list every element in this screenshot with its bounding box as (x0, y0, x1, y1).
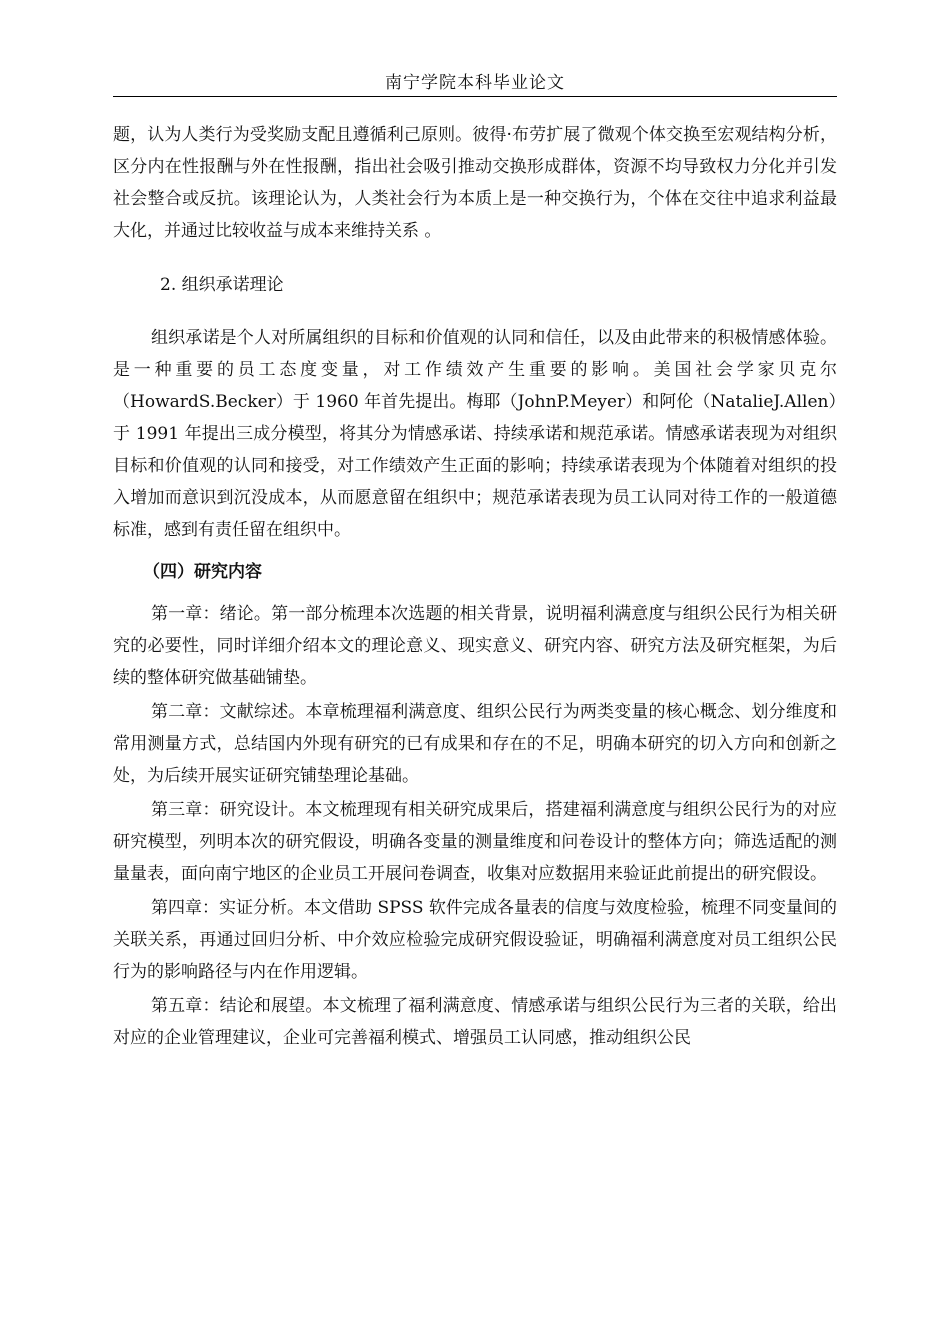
paragraph-chapter-2: 第二章：文献综述。本章梳理福利满意度、组织公民行为两类变量的核心概念、划分维度和常用测量方式，总结国内外现有研究的已有成果和存在的不足，明确本研究的切入方向和创新之处，为后续开展实证研究铺垫理论基础。 (113, 702, 837, 786)
running-header: 南宁学院本科毕业论文 (385, 73, 565, 93)
paragraph-chapter-1: 第一章：绪论。第一部分梳理本次选题的相关背景，说明福利满意度与组织公民行为相关研究的必要性，同时详细介绍本文的理论意义、现实意义、研究内容、研究方法及研究框架，为后续的整体研究做基础铺垫。 (113, 604, 837, 688)
paragraph-continued: 题，认为人类行为受奖励支配且遵循利己原则。彼得·布劳扩展了微观个体交换至宏观结构分析，区分内在性报酬与外在性报酬，指出社会吸引推动交换形成群体，资源不均导致权力分化并引发社会整合或反抗。该理论认为，人类社会行为本质上是一种交换行为，个体在交往中追求利益最大化，并通过比较收益与成本来维持关系 。 (113, 125, 837, 241)
paragraph-chapter-4: 第四章：实证分析。本文借助 SPSS 软件完成各量表的信度与效度检验，梳理不同变量间的关联关系，再通过回归分析、中介效应检验完成研究假设验证，明确福利满意度对员工组织公民行为的影响路径与内在作用逻辑。 (113, 898, 837, 982)
header-rule (113, 96, 837, 97)
paragraph-chapter-3: 第三章：研究设计。本文梳理现有相关研究成果后，搭建福利满意度与组织公民行为的对应研究模型，列明本次的研究假设，明确各变量的测量维度和问卷设计的整体方向；筛选适配的测量量表，面向南宁地区的企业员工开展问卷调查，收集对应数据用来验证此前提出的研究假设。 (113, 800, 837, 884)
subheading-organizational-commitment: 2. 组织承诺理论 (160, 275, 284, 295)
page-body (113, 119, 837, 1054)
paragraph-chapter-5: 第五章：结论和展望。本文梳理了福利满意度、情感承诺与组织公民行为三者的关联，给出对应的企业管理建议，企业可完善福利模式、增强员工认同感，推动组织公民 (113, 996, 837, 1048)
section-heading-research-content: （四）研究内容 (143, 562, 262, 582)
paragraph-organizational-commitment: 组织承诺是个人对所属组织的目标和价值观的认同和信任，以及由此带来的积极情感体验。是一种重要的员工态度变量，对工作绩效产生重要的影响。美国社会学家贝克尔（HowardS.Becker）于 1960 年首先提出。梅耶（JohnP.Meyer）和阿伦（NatalieJ.Allen）于 1991 年提出三成分模型，将其分为情感承诺、持续承诺和规范承诺。情感承诺表现为对组织目标和价值观的认同和接受，对工作绩效产生正面的影响；持续承诺表现为个体随着对组织的投入增加而意识到沉没成本，从而愿意留在组织中；规范承诺表现为员工认同对待工作的一般道德标准，感到有责任留在组织中。 (113, 328, 837, 540)
